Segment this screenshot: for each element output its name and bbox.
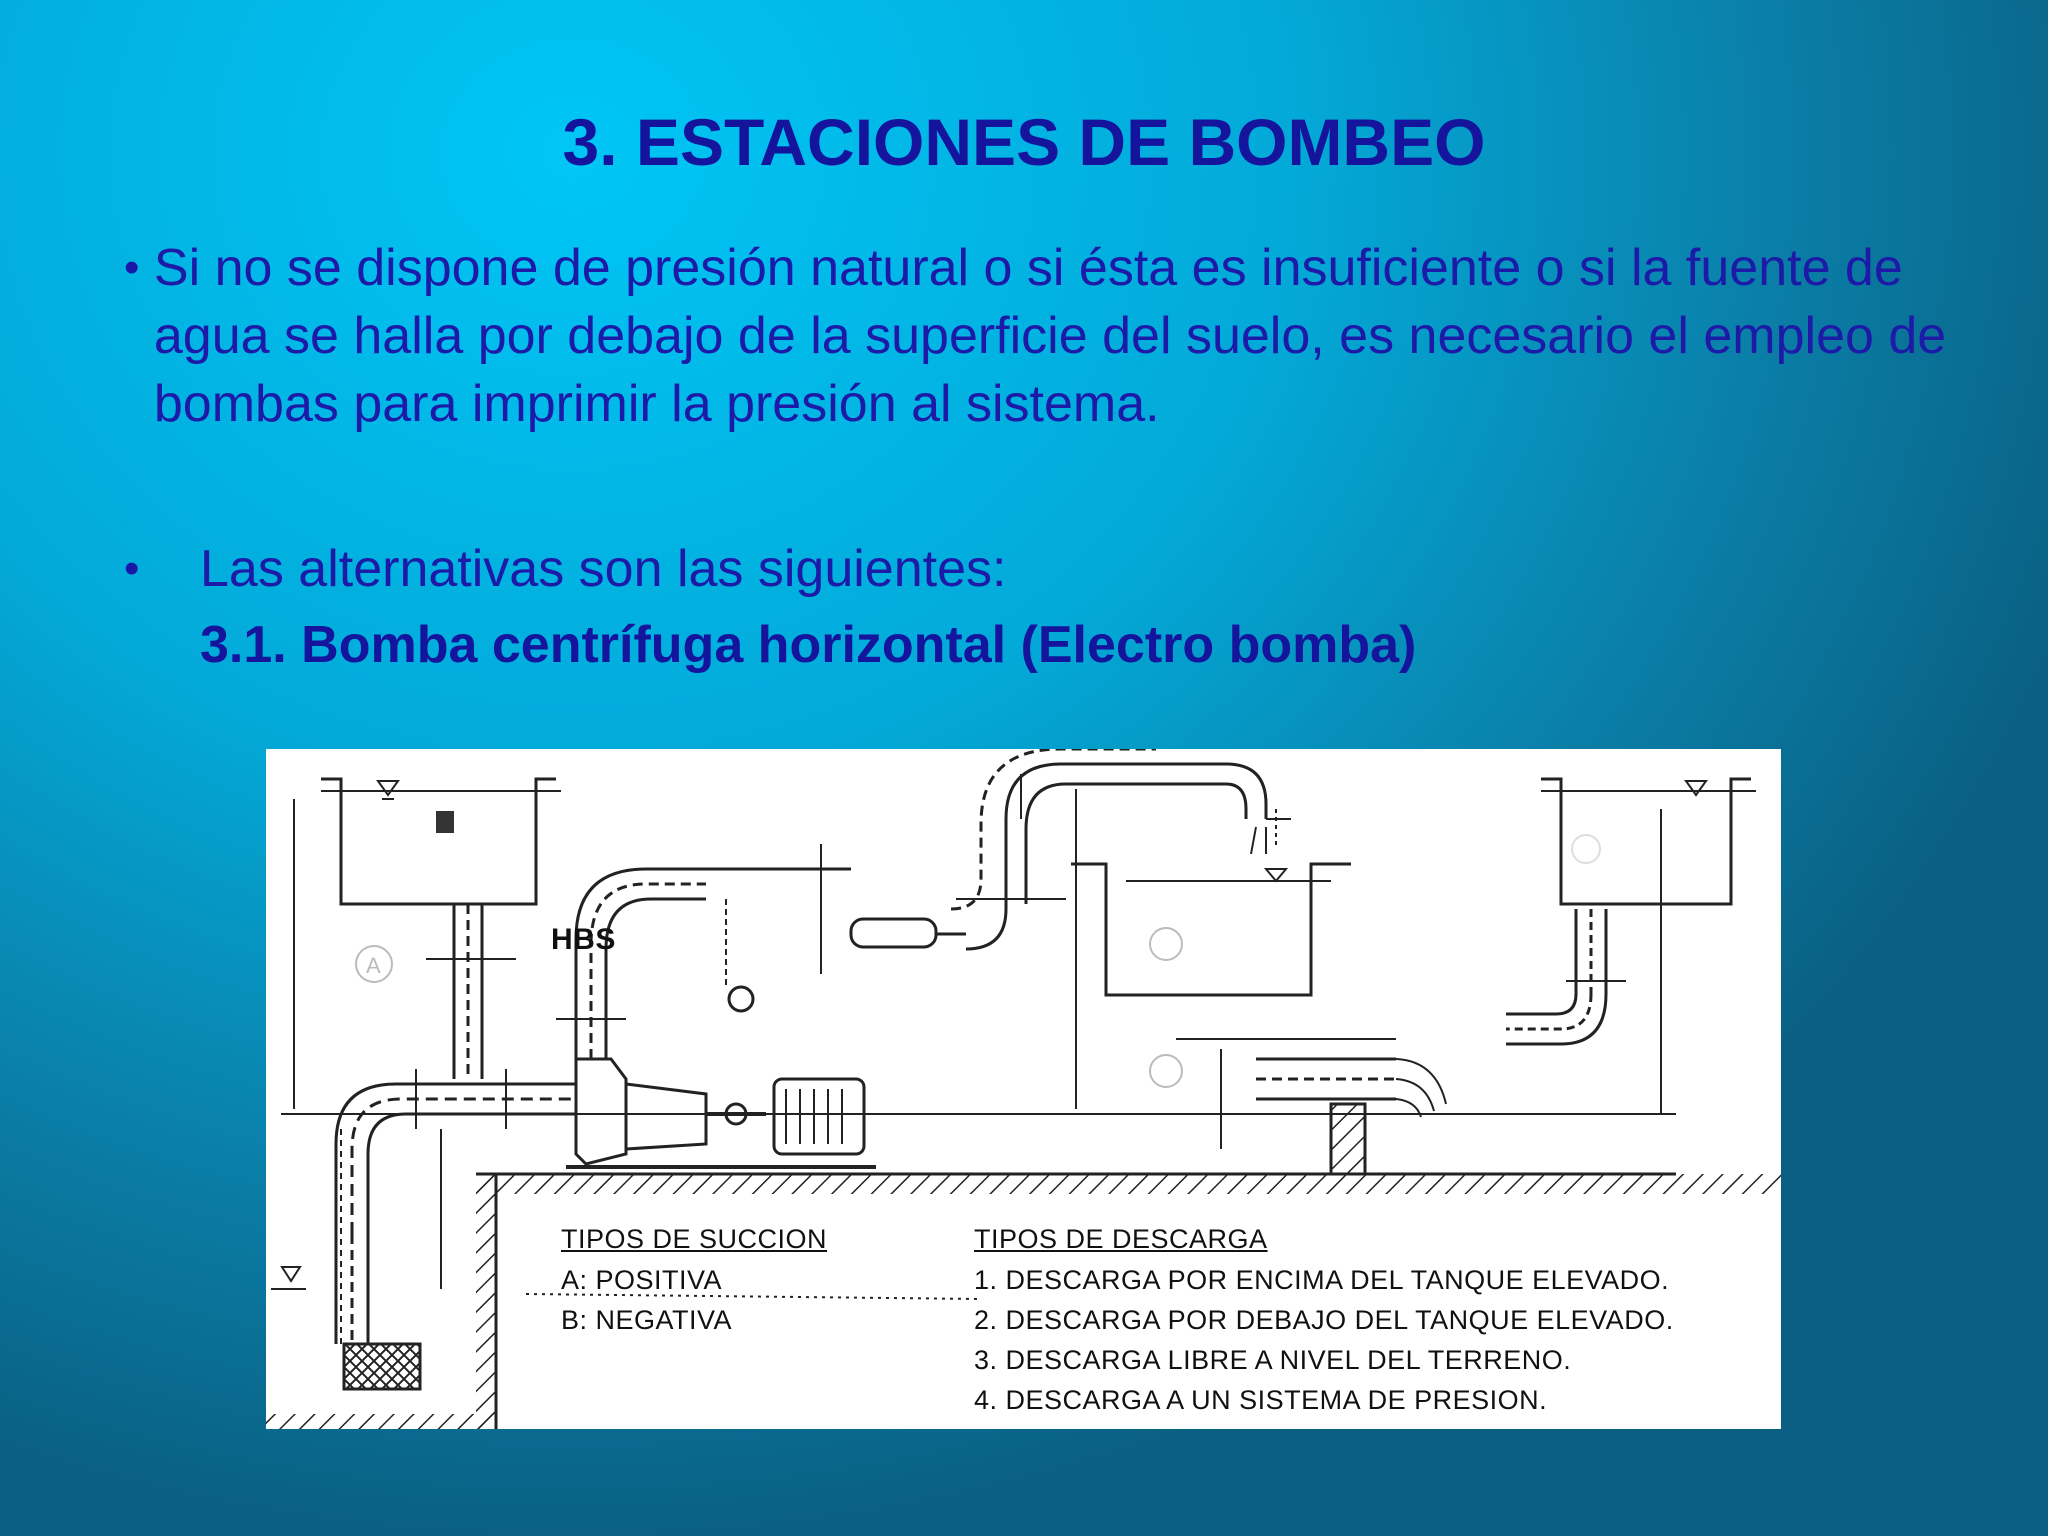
bullet-item-alternatives xyxy=(124,535,1954,603)
svg-text:A: A xyxy=(366,953,381,978)
discharge-type-item: 1. DESCARGA POR ENCIMA DEL TANQUE ELEVADO. xyxy=(974,1265,1670,1295)
discharge-type-item: 2. DESCARGA POR DEBAJO DEL TANQUE ELEVADO. xyxy=(974,1305,1674,1335)
bullet-text: Si no se dispone de presión natural o si ésta es insuficiente o si la fuente de agua se halla por debajo de la superficie del suelo, es necesario el empleo de bombas para imprimir la presión al sistema. xyxy=(153,239,1947,433)
open-tank-outline xyxy=(1071,864,1351,995)
bullet-text: Las alternativas son las siguientes: xyxy=(200,540,1007,598)
ground-hatch xyxy=(476,1174,1781,1194)
support-pier xyxy=(1331,1104,1365,1174)
discharge-types-heading: TIPOS DE DESCARGA xyxy=(974,1224,1268,1254)
pump-station-diagram xyxy=(266,749,1781,1429)
elevated-tank-outline xyxy=(1541,779,1751,904)
section-subheading: 3.1. Bomba centrífuga horizontal (Electro bomba) xyxy=(200,616,1417,674)
suction-types-heading: TIPOS DE SUCCION xyxy=(561,1224,828,1254)
electric-motor xyxy=(774,1079,864,1154)
bullet-marker: • xyxy=(124,544,140,593)
slide-title: 3. ESTACIONES DE BOMBEO xyxy=(562,105,1486,179)
strainer xyxy=(344,1344,420,1389)
suction-tank-outline xyxy=(321,779,556,904)
bullet-item-pressure xyxy=(124,234,1954,438)
pit-wall-hatch xyxy=(476,1174,496,1429)
bullet-marker: • xyxy=(124,243,140,292)
suction-type-item: A: POSITIVA xyxy=(561,1265,723,1295)
discharge-type-item: 3. DESCARGA LIBRE A NIVEL DEL TERRENO. xyxy=(974,1345,1572,1375)
discharge-type-item: 4. DESCARGA A UN SISTEMA DE PRESION. xyxy=(974,1385,1548,1415)
hbs-label: HBS xyxy=(551,923,616,956)
suction-type-item: B: NEGATIVA xyxy=(561,1305,733,1335)
